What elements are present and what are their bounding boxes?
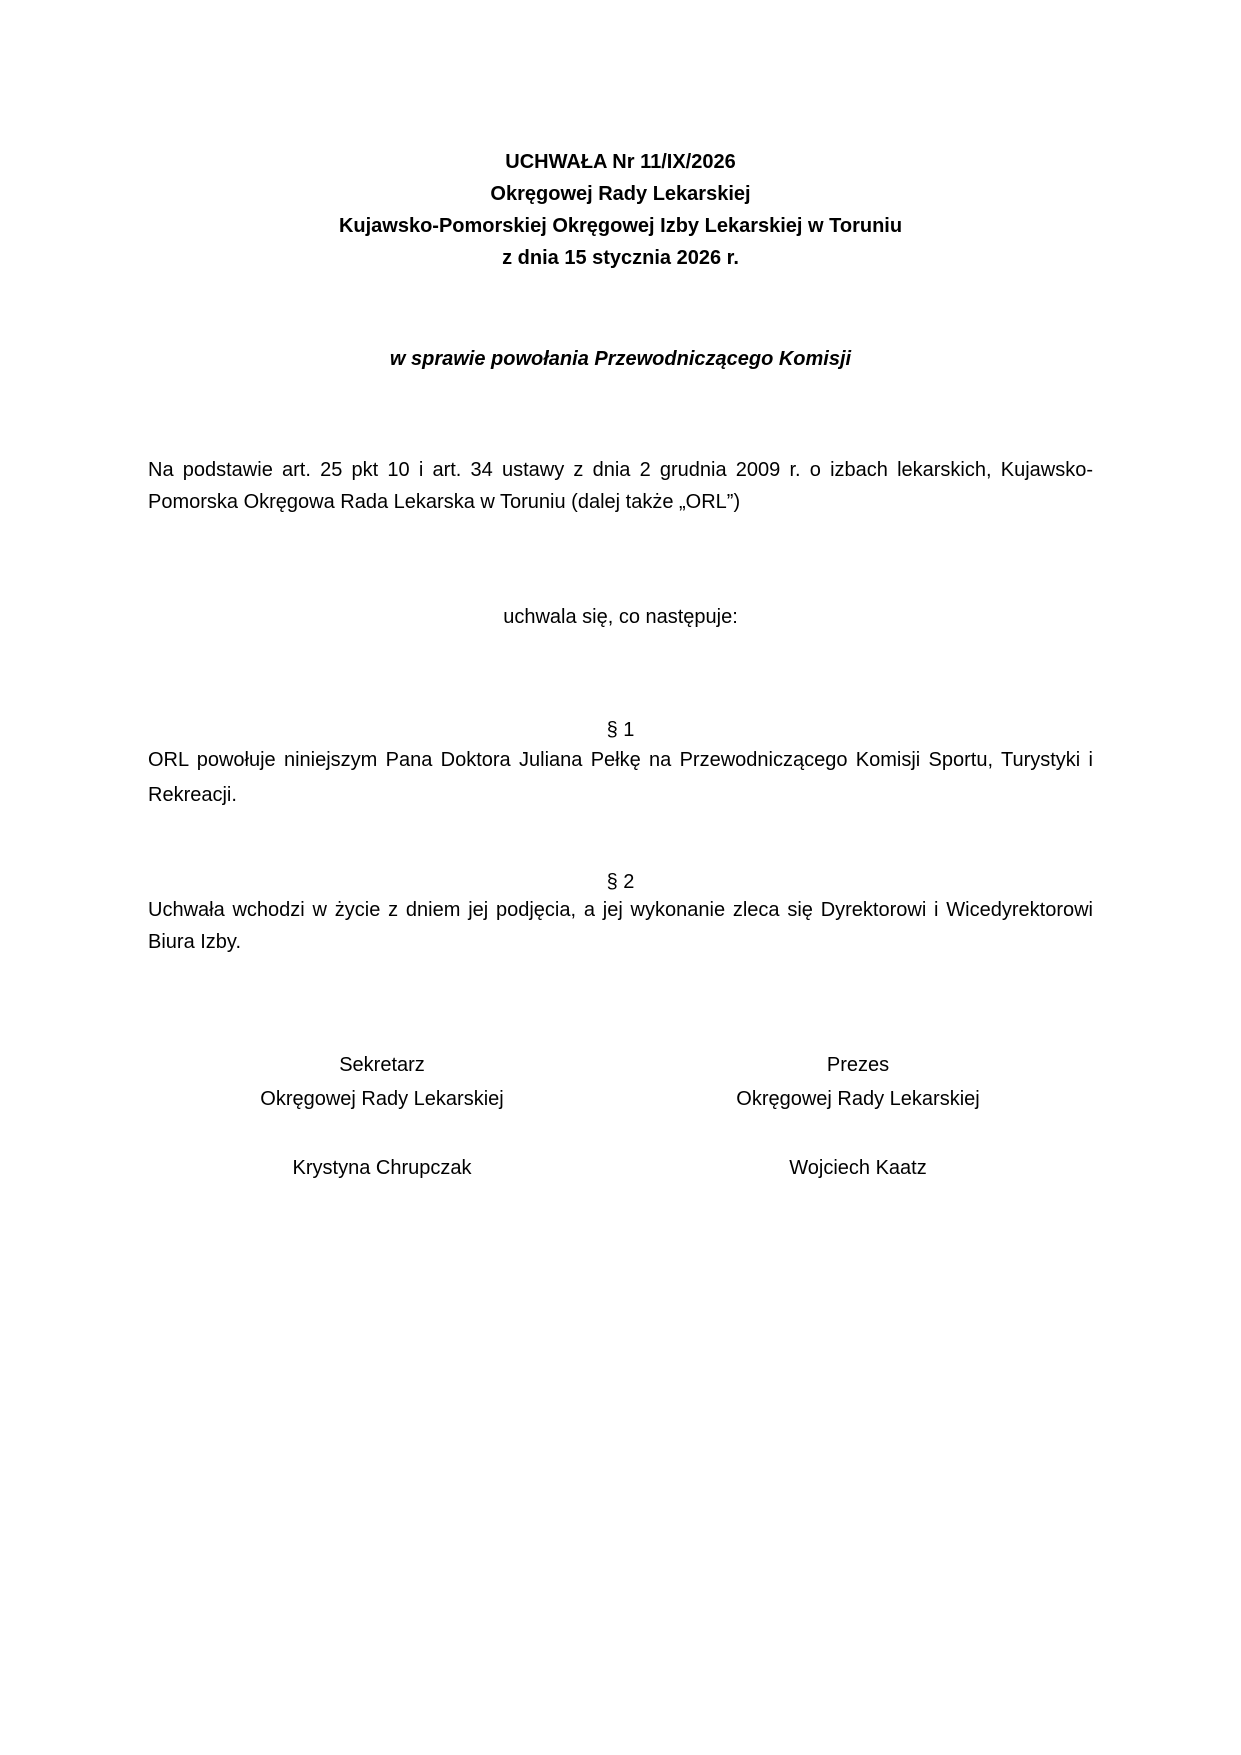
signature-president (648, 1048, 1068, 1185)
resolution-number: UCHWAŁA Nr 11/IX/2026 (505, 151, 736, 173)
section-1-text: ORL powołuje niniejszym Pana Doktora Juliana Pełkę na Przewodniczącego Komisji Sportu, Turystyki i Rekreacji. (148, 749, 1093, 806)
section-2-mark: § 2 (606, 871, 635, 893)
signature-body: Okręgowej Rady Lekarskiej (260, 1088, 504, 1110)
resolution-subject: w sprawie powołania Przewodniczącego Komisji (389, 348, 852, 370)
legal-basis: Na podstawie art. 25 pkt 10 i art. 34 ustawy z dnia 2 grudnia 2009 r. o izbach lekarskich, Kujawsko-Pomorska Okręgowa Rada Lekarska w Toruniu (dalej także „ORL”) (148, 459, 1093, 513)
signature-role: Sekretarz (339, 1054, 425, 1076)
section-2-text: Uchwała wchodzi w życie z dniem jej podjęcia, a jej wykonanie zleca się Dyrektorowi i Wicedyrektorowi Biura Izby. (148, 899, 1093, 953)
issuing-body: Okręgowej Rady Lekarskiej (490, 183, 751, 205)
signature-name: Wojciech Kaatz (789, 1157, 927, 1179)
signature-name: Krystyna Chrupczak (292, 1157, 472, 1179)
chamber-name: Kujawsko-Pomorskiej Okręgowej Izby Lekarskiej w Toruniu (338, 215, 903, 237)
signature-body: Okręgowej Rady Lekarskiej (736, 1088, 980, 1110)
signature-secretary (172, 1048, 592, 1185)
resolves-clause: uchwala się, co następuje: (503, 606, 738, 628)
signature-role: Prezes (826, 1054, 890, 1076)
section-1-mark: § 1 (606, 719, 635, 741)
resolution-header (0, 146, 1241, 274)
resolution-date: z dnia 15 stycznia 2026 r. (502, 247, 739, 269)
